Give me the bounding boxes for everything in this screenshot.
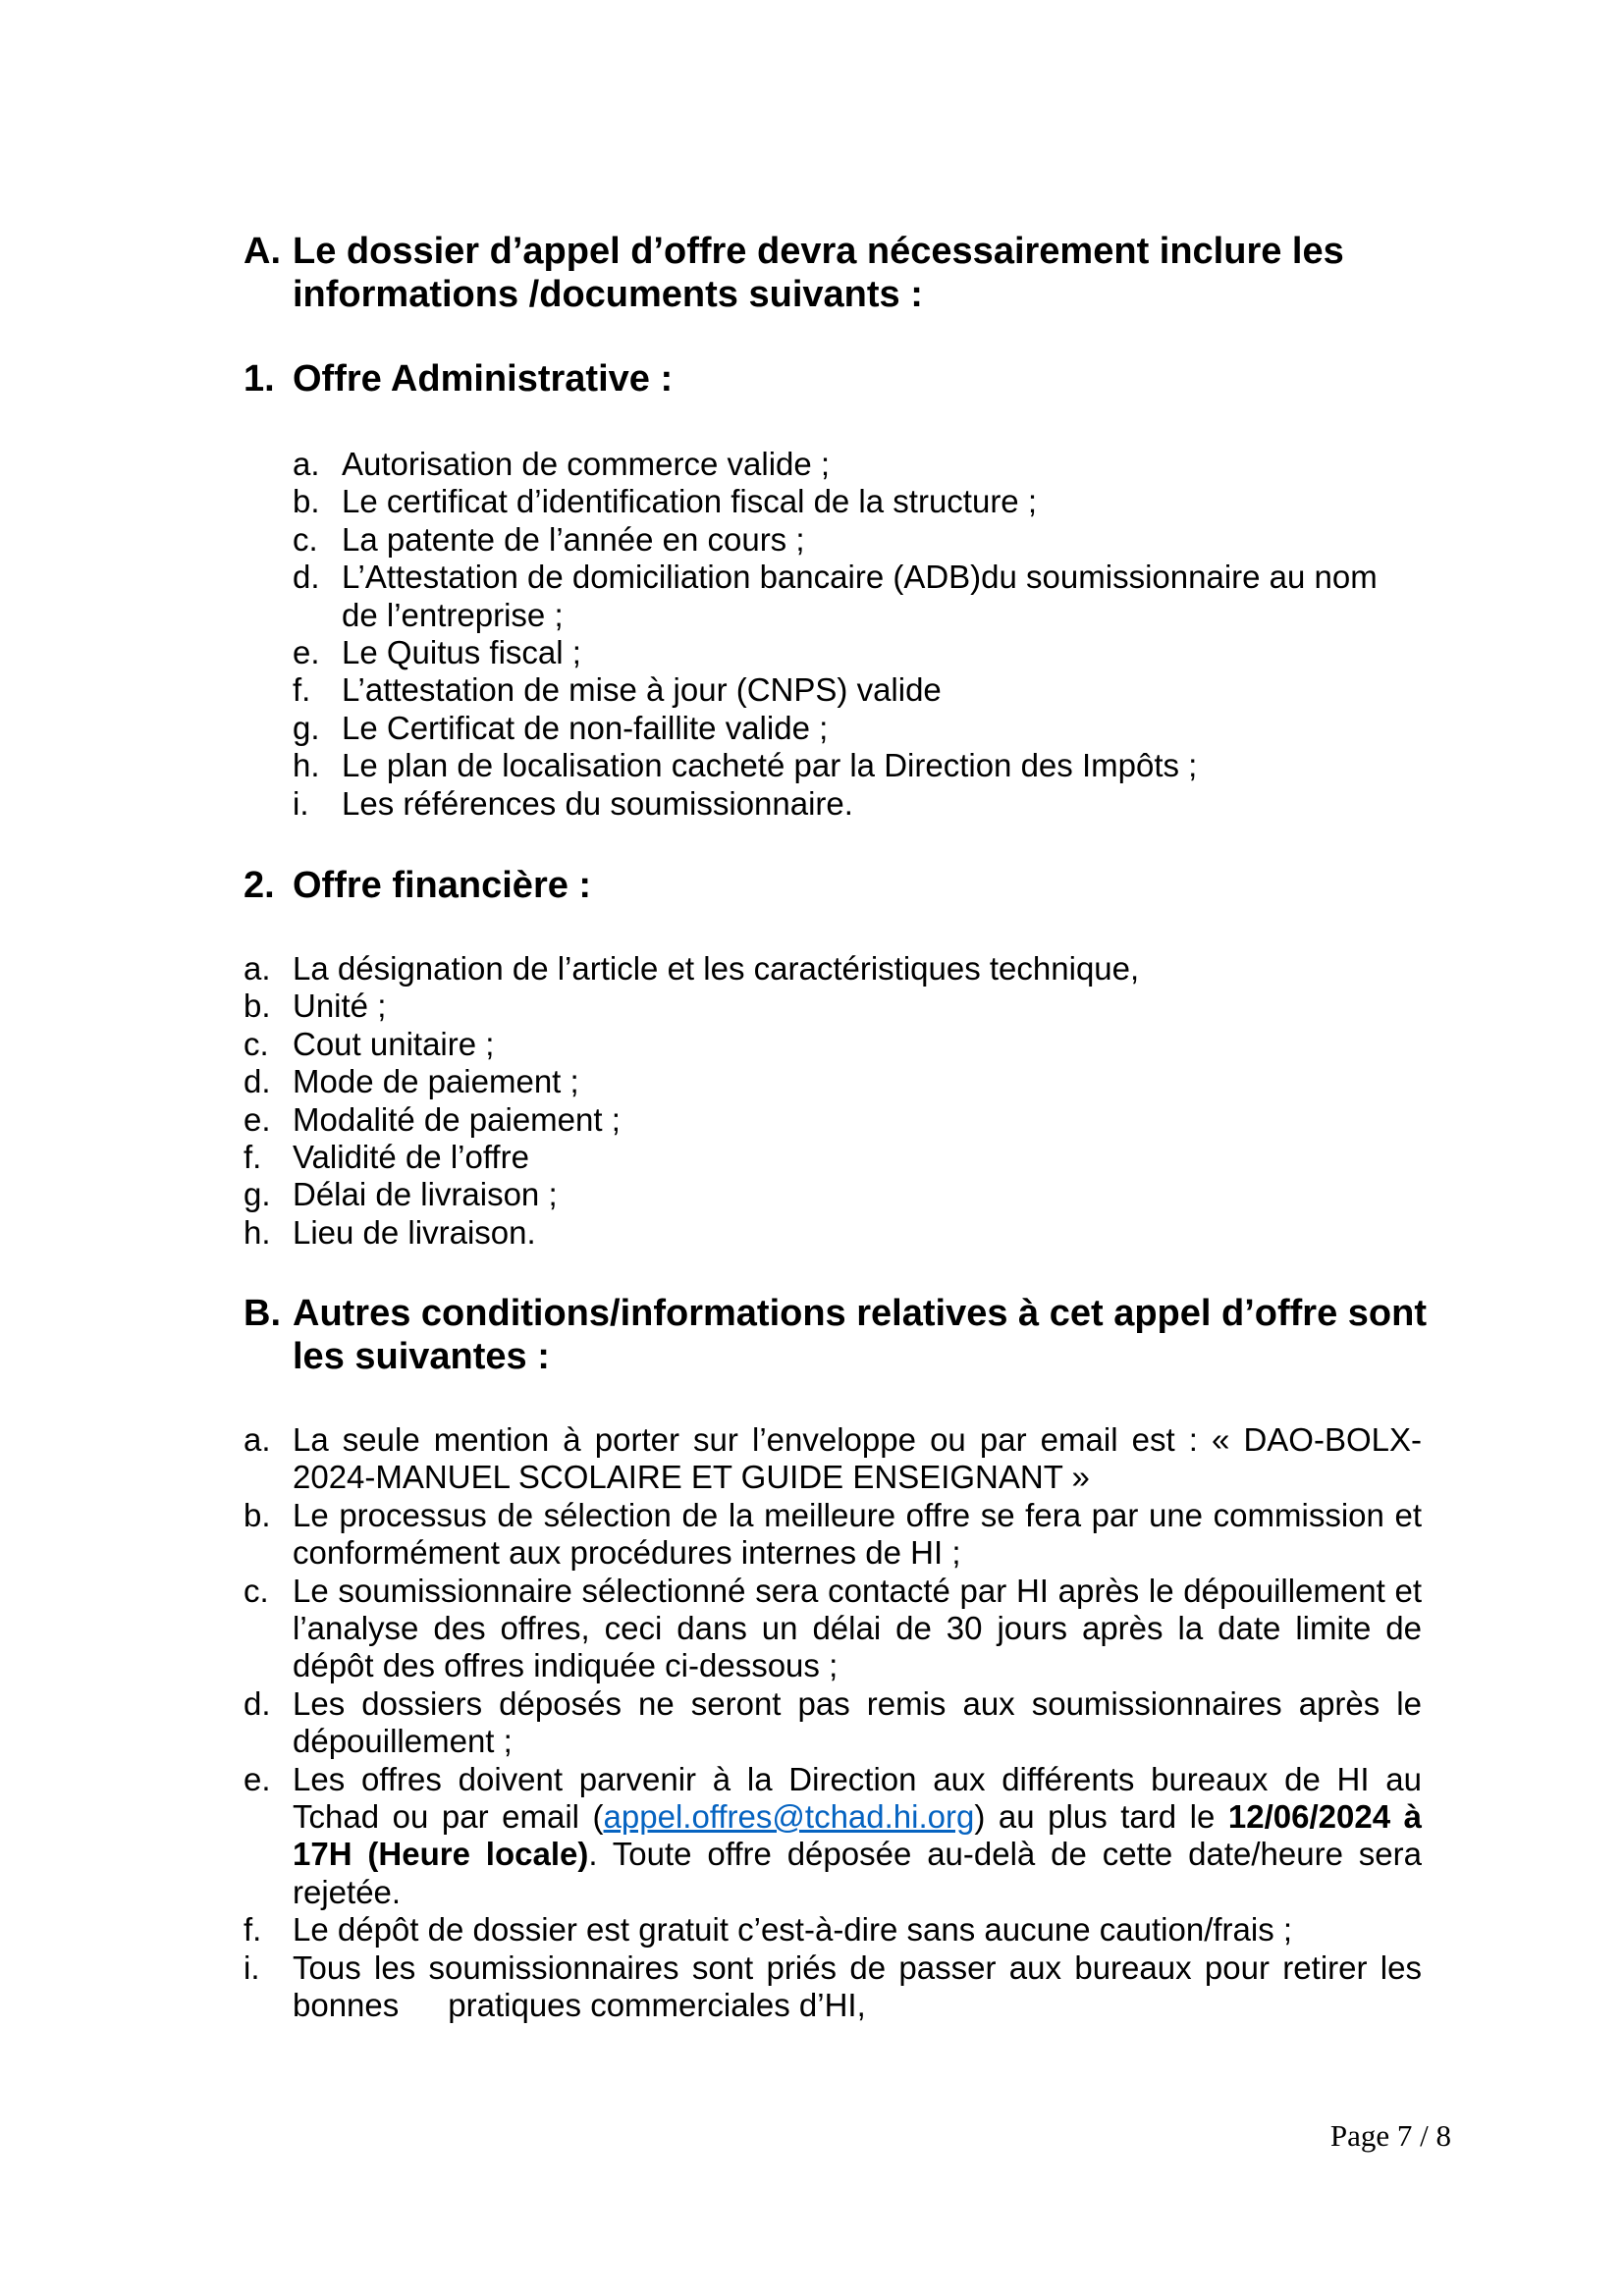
- list-item: f. Le dépôt de dossier est gratuit c’est-à-dire sans aucune caution/frais ;: [244, 1911, 1293, 1949]
- section-2-label: 2.: [244, 865, 275, 906]
- list-item: a. La désignation de l’article et les caractéristiques technique,: [244, 950, 1140, 987]
- financial-offer-list: [244, 950, 1422, 1252]
- deadline-text: 12/06/2024 à 17H (Heure locale): [293, 1798, 1422, 1873]
- section-b-heading: [244, 1292, 1451, 1378]
- list-item: b. Le processus de sélection de la meilleure offre se fera par une commission et conformément aux procédures internes de HI ;: [244, 1496, 1422, 1572]
- list-item: a. La seule mention à porter sur l’enveloppe ou par email est : « DAO-BOLX-2024-MANUEL SCOLAIRE ET GUIDE ENSEIGNANT »: [244, 1421, 1422, 1496]
- list-item: b. Le certificat d’identification fiscal de la structure ;: [293, 483, 1038, 520]
- section-1-title: Offre Administrative :: [293, 358, 674, 400]
- list-item: i. Les références du soumissionnaire.: [293, 784, 853, 822]
- list-item: c. Le soumissionnaire sélectionné sera contacté par HI après le dépouillement et l’analyse des offres, ceci dans un délai de 30 jours après la date limite de dépôt des offres indiquée ci-dessous ;: [244, 1572, 1422, 1684]
- list-item: e. Modalité de paiement ;: [244, 1100, 621, 1138]
- section-b-title: Autres conditions/informations relatives à cet appel d’offre sont les suivantes :: [293, 1293, 1427, 1377]
- section-b-label: B.: [244, 1293, 281, 1334]
- list-item: f. L’attestation de mise à jour (CNPS) valide: [293, 671, 942, 709]
- list-item: a. Autorisation de commerce valide ;: [293, 446, 831, 482]
- list-item: b. Unité ;: [244, 988, 387, 1025]
- section-1-label: 1.: [244, 358, 275, 400]
- email-link[interactable]: appel.offres@tchad.hi.org: [603, 1798, 975, 1836]
- list-item: h. Lieu de livraison.: [244, 1213, 536, 1251]
- list-item: e. Les offres doivent parvenir à la Direction aux différents bureaux de HI au Tchad ou par email (appel.offres@tchad.hi.org) au plus tard le 12/06/2024 à 17H (Heure locale). Toute offre déposée au-delà de cette date/heure sera rejetée.: [244, 1760, 1423, 1910]
- section-2-heading: [244, 864, 1451, 907]
- list-item: g. Délai de livraison ;: [244, 1176, 558, 1213]
- list-item: h. Le plan de localisation cacheté par la Direction des Impôts ;: [293, 747, 1198, 784]
- page-number: Page 7 / 8: [1329, 2118, 1451, 2153]
- list-item: d. L’Attestation de domiciliation bancaire (ADB)du soumissionnaire au nom de l’entreprise ;: [293, 559, 1378, 633]
- section-2-title: Offre financière :: [293, 865, 592, 906]
- section-a-label: A.: [244, 231, 281, 272]
- section-a-title: Le dossier d’appel d’offre devra nécessairement inclure les informations /documents suivants :: [293, 231, 1344, 315]
- list-item: g. Le Certificat de non-faillite valide ;: [293, 709, 829, 746]
- list-item: c. La patente de l’année en cours ;: [293, 520, 805, 558]
- list-item: i. Tous les soumissionnaires sont priés de passer aux bureaux pour retirer les bonnes pratiques commerciales d’HI,: [244, 1949, 1422, 2024]
- administrative-offer-list: [293, 446, 1422, 823]
- section-1-heading: [244, 357, 1451, 400]
- section-a-heading: [244, 230, 1451, 316]
- list-item: c. Cout unitaire ;: [244, 1025, 495, 1062]
- list-item: f. Validité de l’offre: [244, 1139, 529, 1176]
- list-item: d. Les dossiers déposés ne seront pas remis aux soumissionnaires après le dépouillement ;: [244, 1684, 1422, 1760]
- list-item: d. Mode de paiement ;: [244, 1063, 579, 1100]
- conditions-list: [244, 1421, 1422, 2025]
- list-item: e. Le Quitus fiscal ;: [293, 634, 581, 671]
